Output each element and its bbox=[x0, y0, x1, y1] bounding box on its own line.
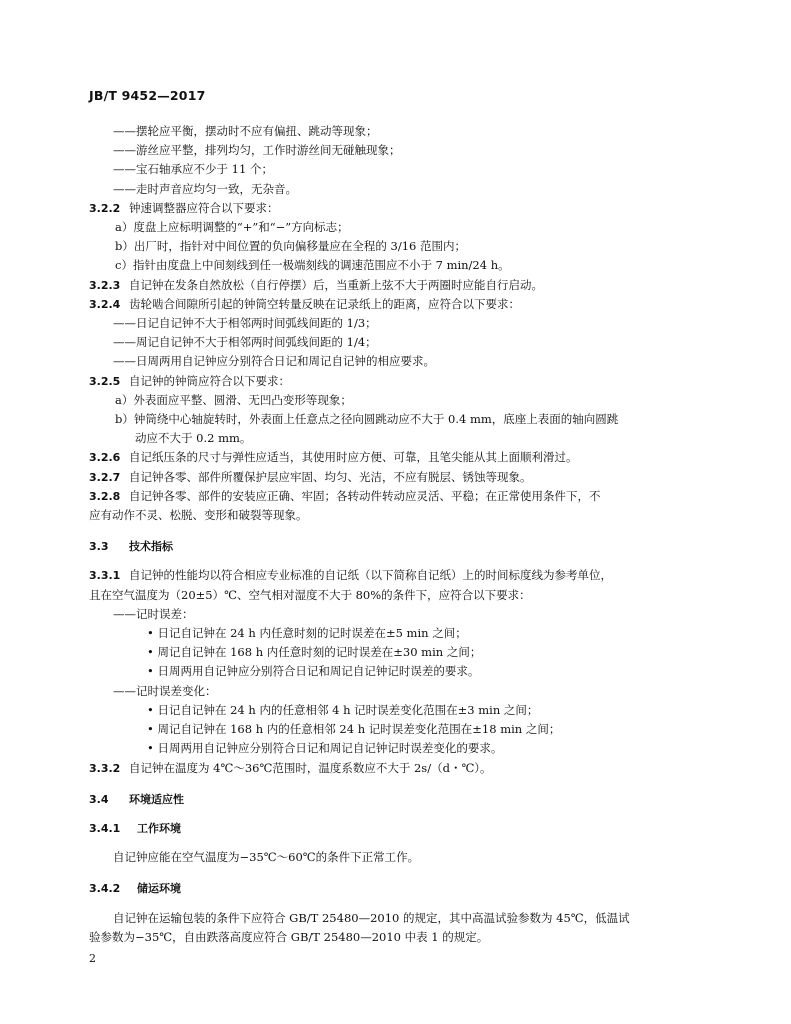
subsection-heading-3-4-2 bbox=[89, 879, 707, 898]
clause-number: 3.2.4 bbox=[89, 297, 121, 311]
clause-continuation: 且在空气温度为（20±5）℃、空气相对湿度不大于 80%的条件下，应符合以下要求： bbox=[89, 587, 531, 602]
clause-3-2-6 bbox=[89, 448, 707, 467]
clause-text: 自记钟的钟筒应符合以下要求： bbox=[129, 373, 290, 388]
section-title: 环境适应性 bbox=[129, 792, 184, 806]
section-heading-3-3 bbox=[89, 537, 707, 556]
section-number: 3.4.1 bbox=[89, 821, 121, 835]
clause-3-2-7 bbox=[89, 468, 707, 487]
clause-text: 自记钟各零、部件的安装应正确、牢固；各转动件转动应灵活、平稳；在正常使用条件下，不 bbox=[129, 488, 601, 503]
list-item: b）钟筒绕中心轴旋转时，外表面上任意点之径向圆跳动应不大于 0.4 mm，底座上表面的轴向圆跳 bbox=[115, 412, 619, 427]
clause-number: 3.2.7 bbox=[89, 470, 121, 484]
list-item: ——记时误差变化： bbox=[113, 683, 217, 698]
clause-continuation: 应有动作不灵、松脱、变形和破裂等现象。 bbox=[89, 508, 308, 523]
section-heading-3-4 bbox=[89, 790, 707, 809]
clause-text: 自记钟在发条自然放松（自行停摆）后，当重新上弦不大于两圈时应能自行启动。 bbox=[129, 277, 543, 292]
clause-3-3-2 bbox=[89, 759, 707, 778]
clause-text: 钟速调整器应符合以下要求： bbox=[129, 200, 279, 215]
section-number: 3.4.2 bbox=[89, 882, 121, 896]
paragraph-continuation: 验参数为−35℃，自由跌落高度应符合 GB/T 25480—2010 中表 1 的规定。 bbox=[89, 929, 489, 944]
subsection-title: 储运环境 bbox=[137, 882, 181, 896]
clause-3-3-1 bbox=[89, 566, 707, 585]
clause-3-2-3 bbox=[89, 276, 707, 295]
list-item: ——记时误差： bbox=[113, 606, 194, 621]
clause-3-2-5 bbox=[89, 372, 707, 391]
clause-3-2-4 bbox=[89, 295, 707, 314]
clause-number: 3.3.1 bbox=[89, 569, 121, 583]
clause-text: 自记纸压条的尺寸与弹性应适当，其使用时应方便、可靠，且笔尖能从其上面顺利滑过。 bbox=[129, 450, 578, 465]
paragraph: 自记钟在运输包装的条件下应符合 GB/T 25480—2010 的规定，其中高温试验参数为 45℃，低温试 bbox=[113, 910, 630, 925]
list-item: ——日记自记钟不大于相邻两时间弧线间距的 1/3； bbox=[113, 316, 377, 331]
list-item: a）外表面应平整、圆滑、无凹凸变形等现象； bbox=[115, 392, 352, 407]
list-item: ——日周两用自记钟应分别符合日记和周记自记钟的相应要求。 bbox=[113, 354, 435, 369]
list-item: ——摆轮应平衡，摆动时不应有偏扭、跳动等现象； bbox=[113, 124, 378, 138]
paragraph: 自记钟应能在空气温度为−35℃～60℃的条件下正常工作。 bbox=[113, 850, 420, 865]
bullet-item: • 日记自记钟在 24 h 内任意时刻的记时误差在±5 min 之间； bbox=[147, 626, 467, 641]
list-item: ——走时声音应均匀一致，无杂音。 bbox=[113, 181, 297, 196]
clause-number: 3.2.8 bbox=[89, 489, 121, 503]
clause-number: 3.2.5 bbox=[89, 374, 121, 388]
list-item: c）指针由度盘上中间刻线到任一极端刻线的调速范围应不小于 7 min/24 h。 bbox=[115, 258, 510, 273]
list-item: ——宝石轴承应不少于 11 个； bbox=[113, 162, 273, 177]
list-item-continuation: 动应不大于 0.2 mm。 bbox=[135, 431, 252, 446]
bullet-item: • 周记自记钟在 168 h 内的任意相邻 24 h 记时误差变化范围在±18 min 之间； bbox=[147, 722, 561, 737]
bullet-item: • 周记自记钟在 168 h 内任意时刻的记时误差在±30 min 之间； bbox=[147, 645, 482, 660]
clause-number: 3.3.2 bbox=[89, 761, 121, 775]
bullet-item: • 日记自记钟在 24 h 内的任意相邻 4 h 记时误差变化范围在±3 min 之间； bbox=[147, 702, 539, 717]
bullet-item: • 日周两用自记钟应分别符合日记和周记自记钟记时误差的要求。 bbox=[147, 664, 480, 679]
section-number: 3.4 bbox=[89, 792, 109, 806]
subsection-heading-3-4-1 bbox=[89, 819, 707, 838]
body-text bbox=[89, 122, 707, 947]
list-item: ——游丝应平整，排列均匀，工作时游丝间无碰触现象； bbox=[113, 143, 401, 158]
clause-number: 3.2.6 bbox=[89, 451, 121, 465]
document-code: JB/T 9452—2017 bbox=[89, 88, 206, 103]
page-number: 2 bbox=[89, 952, 96, 965]
clause-3-2-2 bbox=[89, 199, 707, 218]
subsection-title: 工作环境 bbox=[137, 821, 181, 835]
clause-number: 3.2.3 bbox=[89, 278, 121, 292]
list-item: a）度盘上应标明调整的“+”和“−”方向标志； bbox=[115, 220, 349, 235]
clause-number: 3.2.2 bbox=[89, 201, 121, 215]
bullet-item: • 日周两用自记钟应分别符合日记和周记自记钟记时误差变化的要求。 bbox=[147, 741, 503, 756]
clause-3-2-8 bbox=[89, 487, 707, 506]
list-item: ——周记自记钟不大于相邻两时间弧线间距的 1/4； bbox=[113, 335, 377, 350]
clause-text: 自记钟各零、部件所覆保护层应牢固、均匀、光洁，不应有脱层、锈蚀等现象。 bbox=[129, 469, 532, 484]
clause-text: 自记钟的性能均以符合相应专业标准的自记纸（以下简称自记纸）上的时间标度线为参考单位， bbox=[129, 568, 612, 583]
clause-text: 齿轮啮合间隙所引起的钟筒空转量反映在记录纸上的距离，应符合以下要求： bbox=[129, 296, 520, 311]
section-number: 3.3 bbox=[89, 540, 109, 554]
section-title: 技术指标 bbox=[129, 540, 173, 554]
list-item: b）出厂时，指针对中间位置的负向偏移量应在全程的 3/16 范围内； bbox=[115, 239, 466, 254]
clause-text: 自记钟在温度为 4℃～36℃范围时，温度系数应不大于 2s/（d・℃）。 bbox=[129, 760, 492, 775]
